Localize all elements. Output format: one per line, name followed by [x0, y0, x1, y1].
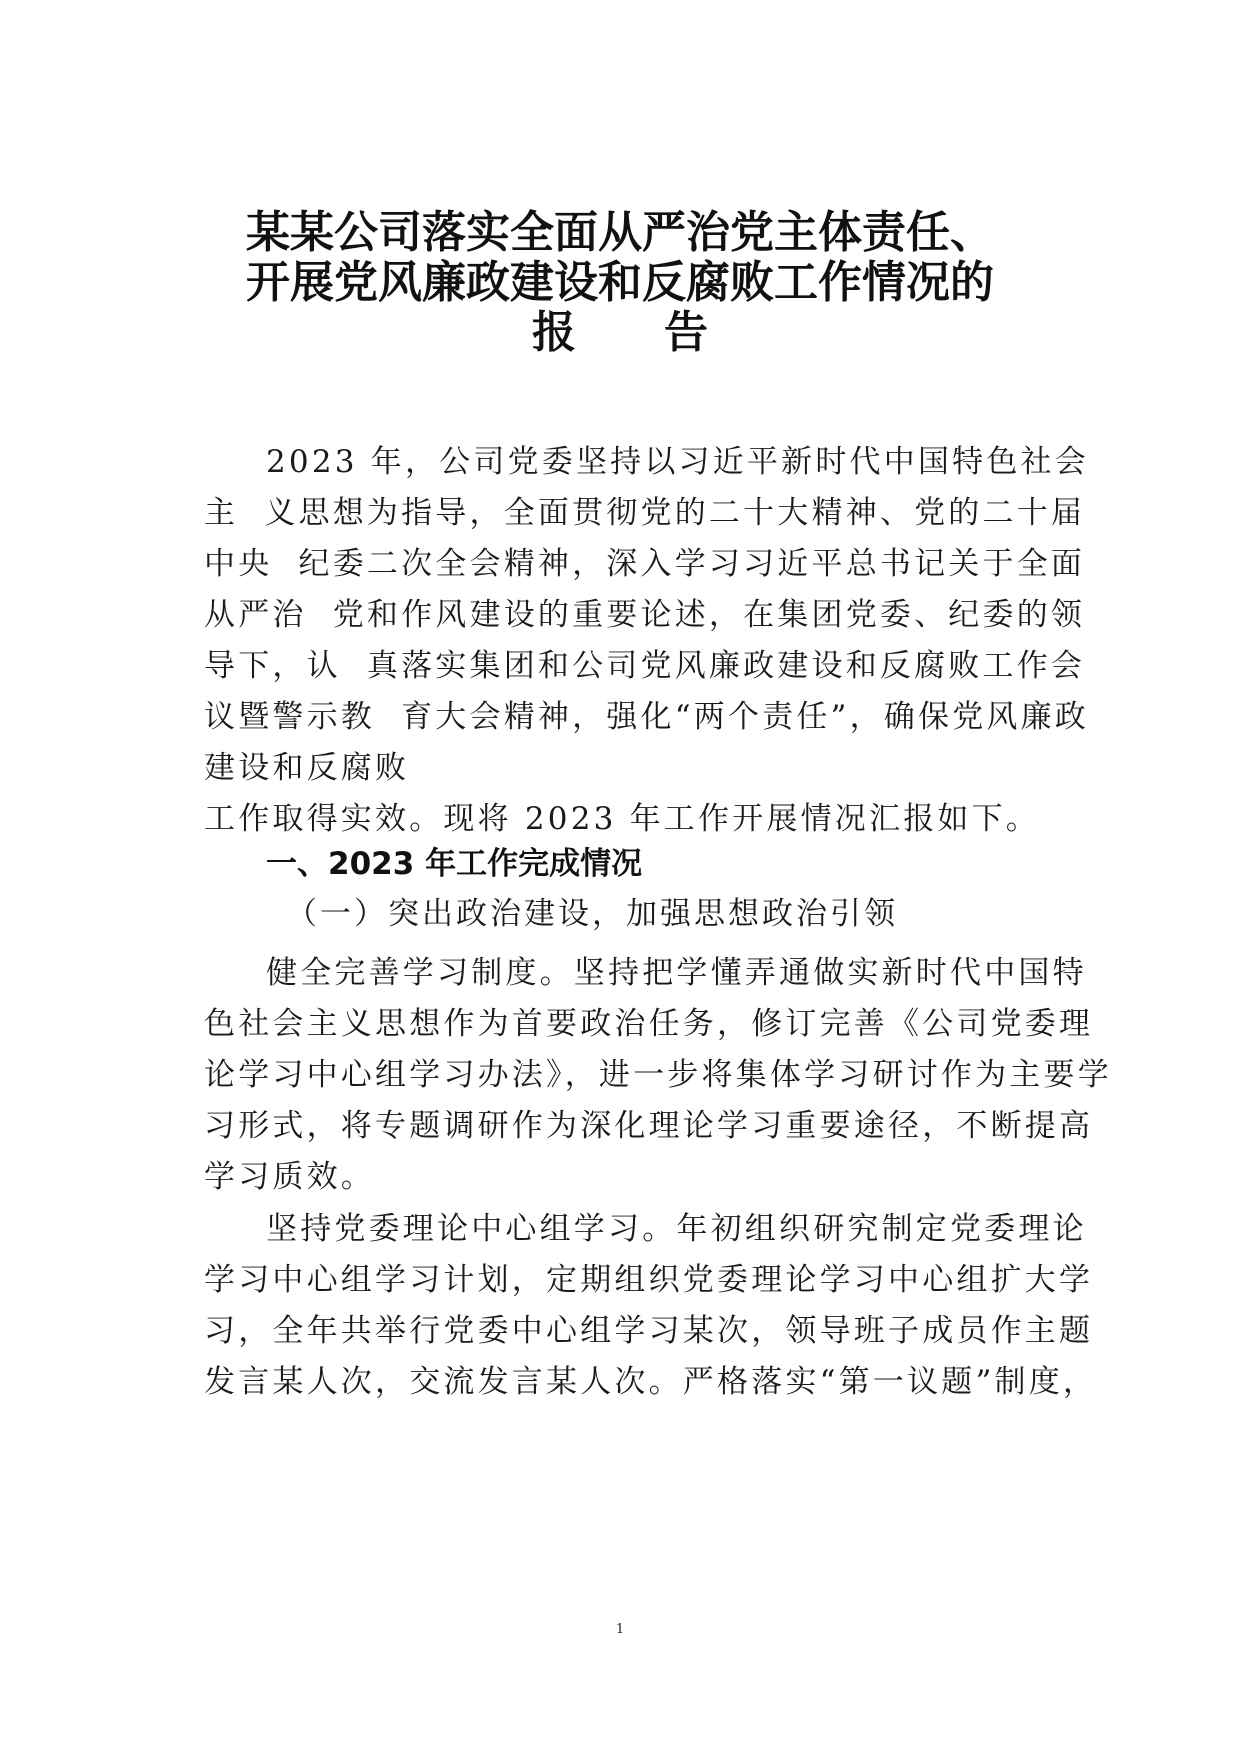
intro-line-1: 2023 年，公司党委坚持以习近平新时代中国特色社会	[266, 444, 1089, 480]
section-heading: 一、2023 年工作完成情况	[266, 846, 643, 882]
title-line-1: 某某公司落实全面从严治党主体责任、	[246, 207, 994, 258]
intro-line-4: 从严治 党和作风建设的重要论述，在集团党委、纪委的领	[204, 597, 1086, 633]
intro-line-2: 主 义思想为指导，全面贯彻党的二十大精神、党的二十届	[204, 495, 1086, 531]
paragraph-1-line-4: 习形式，将专题调研作为深化理论学习重要途径，不断提高	[204, 1108, 1094, 1144]
intro-paragraph	[204, 437, 1090, 845]
document-title	[0, 208, 1240, 358]
paragraph-2-line-1: 坚持党委理论中心组学习。年初组织研究制定党委理论	[266, 1211, 1087, 1247]
title-line-3: 报 告	[532, 307, 708, 358]
paragraph-2-line-3: 习，全年共举行党委中心组学习某次，领导班子成员作主题	[204, 1313, 1094, 1349]
intro-line-7: 建设和反腐败	[204, 750, 410, 786]
paragraph-2	[204, 1204, 1098, 1408]
page-number: 1	[615, 1622, 625, 1637]
paragraph-1	[204, 948, 1112, 1203]
intro-line-6: 议暨警示教 育大会精神，强化“两个责任”，确保党风廉政	[204, 699, 1090, 735]
paragraph-1-line-3: 论学习中心组学习办法》，进一步将集体学习研讨作为主要学	[204, 1057, 1112, 1093]
paragraph-2-line-2: 学习中心组学习计划，定期组织党委理论学习中心组扩大学	[204, 1262, 1094, 1298]
intro-line-5: 导下，认 真落实集团和公司党风廉政建设和反腐败工作会	[204, 648, 1086, 684]
subsection-heading: （一）突出政治建设，加强思想政治引领	[286, 896, 898, 932]
intro-line-8: 工作取得实效。现将 2023 年工作开展情况汇报如下。	[204, 801, 1040, 837]
paragraph-2-line-4: 发言某人次，交流发言某人次。严格落实“第一议题”制度，	[204, 1364, 1098, 1400]
intro-line-3: 中央 纪委二次全会精神，深入学习习近平总书记关于全面	[204, 546, 1086, 582]
title-line-2: 开展党风廉政建设和反腐败工作情况的	[246, 257, 994, 308]
paragraph-1-line-5: 学习质效。	[204, 1159, 375, 1195]
paragraph-1-line-1: 健全完善学习制度。坚持把学懂弄通做实新时代中国特	[266, 955, 1087, 991]
paragraph-1-line-2: 色社会主义思想作为首要政治任务，修订完善《公司党委理	[204, 1006, 1094, 1042]
